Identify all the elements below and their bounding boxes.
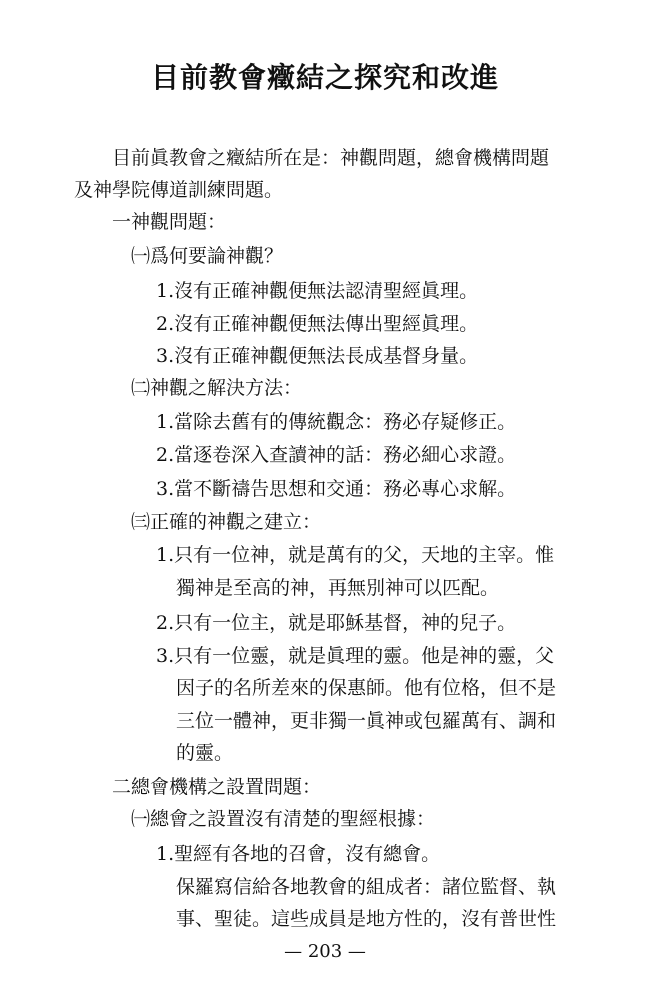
subsection-1-2-heading: ㈡神觀之解決方法： [131, 377, 303, 399]
intro-line-2: 及神學院傳道訓練問題。 [74, 179, 284, 201]
list-item: 3.當不斷禱告思想和交通：務必專心求解。 [156, 478, 517, 500]
list-item-line: 因子的名所差來的保惠師。他有位格，但不是 [176, 677, 557, 699]
list-item-line: 三位一體神，更非獨一眞神或包羅萬有、調和 [176, 710, 557, 732]
intro-line-1: 目前眞教會之癥結所在是：神觀問題，總會機構問題 [112, 147, 550, 169]
section-2-heading: 二總會機構之設置問題： [112, 776, 322, 798]
list-item-line: 1.聖經有各地的召會，沒有總會。 [156, 843, 441, 865]
list-item: 2.當逐卷深入查讀神的話：務必細心求證。 [156, 444, 517, 466]
list-item: 3.沒有正確神觀便無法長成基督身量。 [156, 345, 479, 367]
list-item-line: 3.只有一位靈，就是眞理的靈。他是神的靈，父 [156, 645, 555, 667]
list-item-line: 保羅寫信給各地教會的組成者：諸位監督、執 [176, 876, 557, 898]
list-item-line: 事、聖徒。這些成員是地方性的，沒有普世性 [176, 908, 557, 930]
list-item-line: 2.只有一位主，就是耶穌基督，神的兒子。 [156, 612, 517, 634]
list-item: 2.沒有正確神觀便無法傳出聖經眞理。 [156, 313, 479, 335]
list-item-line: 的靈。 [176, 742, 234, 764]
subsection-1-1-heading: ㈠爲何要論神觀？ [131, 245, 284, 267]
page-number: — 203 — [284, 941, 366, 962]
list-item: 1.沒有正確神觀便無法認清聖經眞理。 [156, 280, 479, 302]
list-item: 1.當除去舊有的傳統觀念：務必存疑修正。 [156, 411, 517, 433]
subsection-2-1-heading: ㈠總會之設置沒有清楚的聖經根據： [131, 808, 436, 830]
page-title: 目前教會癥結之探究和改進 [150, 61, 499, 94]
list-item-line: 1.只有一位神，就是萬有的父，天地的主宰。惟 [156, 544, 555, 566]
subsection-1-3-heading: ㈢正確的神觀之建立： [131, 511, 322, 533]
section-1-heading: 一神觀問題： [112, 211, 227, 233]
list-item-line: 獨神是至高的神，再無別神可以匹配。 [176, 577, 500, 599]
